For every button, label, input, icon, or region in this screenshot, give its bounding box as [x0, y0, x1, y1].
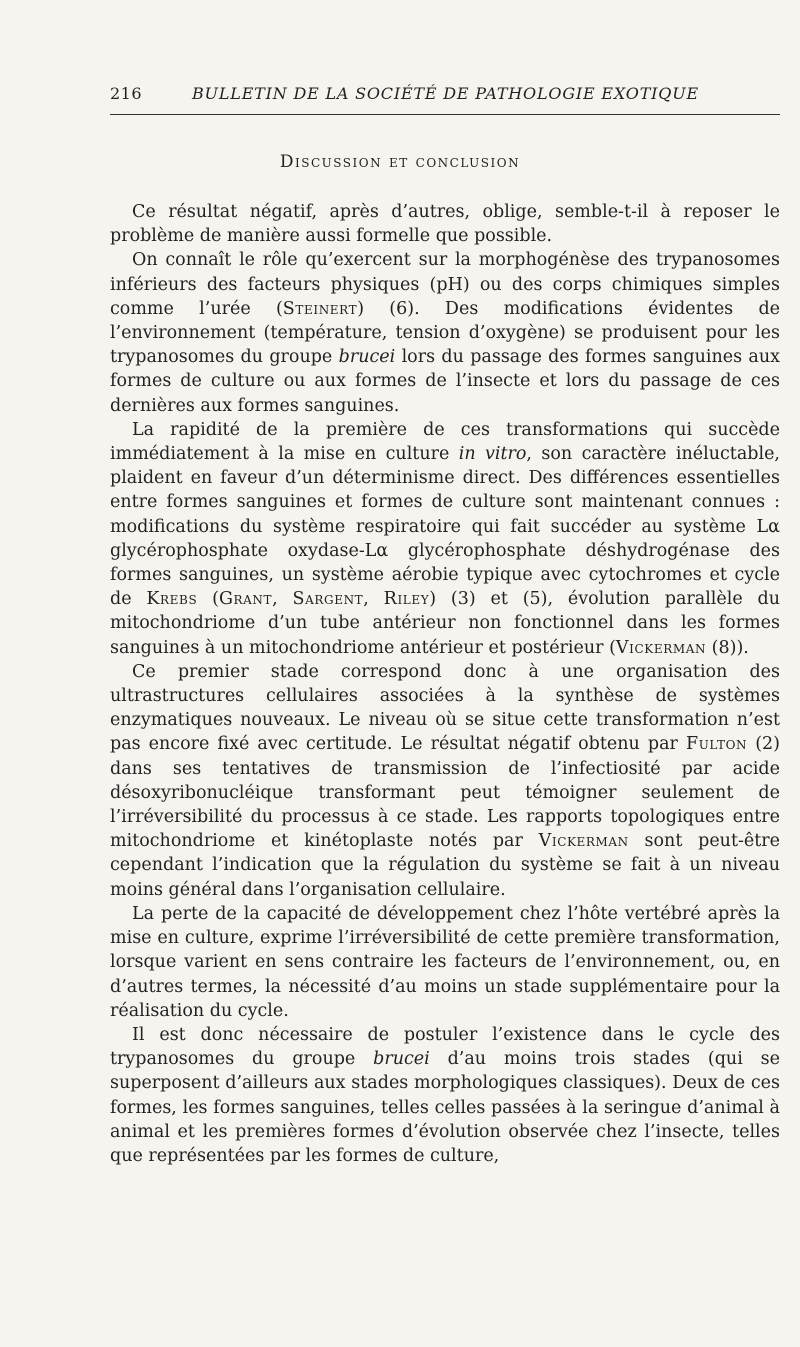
paragraph-2: On connaît le rôle qu’exercent sur la morphogénèse des trypanosomes inférieurs des facteurs physiques (pH) ou des corps chimiques simples comme l’urée (Steinert) (6). Des modifications évidentes de l’environnement (température, tension d’oxygène) se produisent pour les trypanosomes du groupe brucei lors du passage des formes sanguines aux formes de culture ou aux formes de l’insecte et lors du passage de ces dernières aux formes sanguines.	[110, 250, 781, 416]
paragraph-4: Ce premier stade correspond donc à une organisation des ultrastructures cellulaires associées à la synthèse de systèmes enzymatiques nouveaux. Le niveau où se situe cette transformation n’est pas encore fixé avec certitude. Le résultat négatif obtenu par Fulton (2) dans ses tentatives de transmission de l’infectiosité par acide désoxyribonucléique transformant peut témoigner seulement de l’irréversibilité du processus à ce stade. Les rapports topologiques entre mitochondriome et kinétoplaste notés par Vickerman sont peut-être cependant l’indication que la régulation du système se fait à un niveau moins général dans l’organisation cellulaire.	[110, 661, 781, 900]
page-number: 216	[110, 84, 143, 103]
species-name: brucei	[338, 347, 396, 368]
latin-term: in vitro	[458, 444, 527, 465]
author-ref-vickerman: Vickerman	[538, 831, 629, 852]
author-ref-riley: Riley	[383, 589, 430, 610]
journal-title: BULLETIN DE LA SOCIÉTÉ DE PATHOLOGIE EXOTIQUE	[192, 84, 699, 103]
paragraph-1: Ce résultat négatif, après d’autres, oblige, semble-t-il à reposer le problème de manière aussi formelle que possible.	[110, 202, 780, 247]
paragraph-6: Il est donc nécessaire de postuler l’existence dans le cycle des trypanosomes du groupe brucei d’au moins trois stades (qui se superposent d’ailleurs aux stades morphologiques classiques). Deux de ces formes, les formes sanguines, telles celles passées à la seringue d’animal à animal et les premières formes d’évolution observée chez l’insecte, telles que représentées par les formes de culture,	[110, 1024, 780, 1166]
header-rule	[110, 114, 780, 115]
author-ref-krebs: Krebs	[146, 589, 198, 610]
author-ref-sargent: Sargent	[292, 589, 364, 610]
body-text	[110, 200, 780, 1168]
author-ref-grant: Grant	[218, 589, 273, 610]
author-ref-vickerman: Vickerman	[615, 637, 707, 658]
author-ref-steinert: Steinert	[282, 298, 358, 319]
paragraph-3: La rapidité de la première de ces transformations qui succède immédiatement à la mise en culture in vitro, son caractère inéluctable, plaident en faveur d’un déterminisme direct. Des différences essentielles entre formes sanguines et formes de culture sont maintenant connues : modifications du système respiratoire qui fait succéder au système Lα glycérophosphate oxydase-Lα glycérophosphate déshydrogénase des formes sanguines, un système aérobie typique avec cytochromes et cycle de Krebs (Grant, Sargent, Riley) (3) et (5), évolution parallèle du mitochondriome d’un tube antérieur non fonctionnel dans les formes sanguines à un mitochondriome antérieur et postérieur (Vickerman (8)).	[110, 419, 780, 658]
running-header	[110, 84, 699, 110]
section-title: Discussion et conclusion	[279, 152, 521, 172]
author-ref-fulton: Fulton	[685, 734, 748, 755]
species-name: brucei	[373, 1049, 430, 1070]
paragraph-5: La perte de la capacité de développement chez l’hôte vertébré après la mise en culture, exprime l’irréversibilité de cette première transformation, lorsque varient en sens contraire les facteurs de l’environnement, ou, en d’autres termes, la nécessité d’au moins un stade supplémentaire pour la réalisation du cycle.	[110, 903, 780, 1021]
